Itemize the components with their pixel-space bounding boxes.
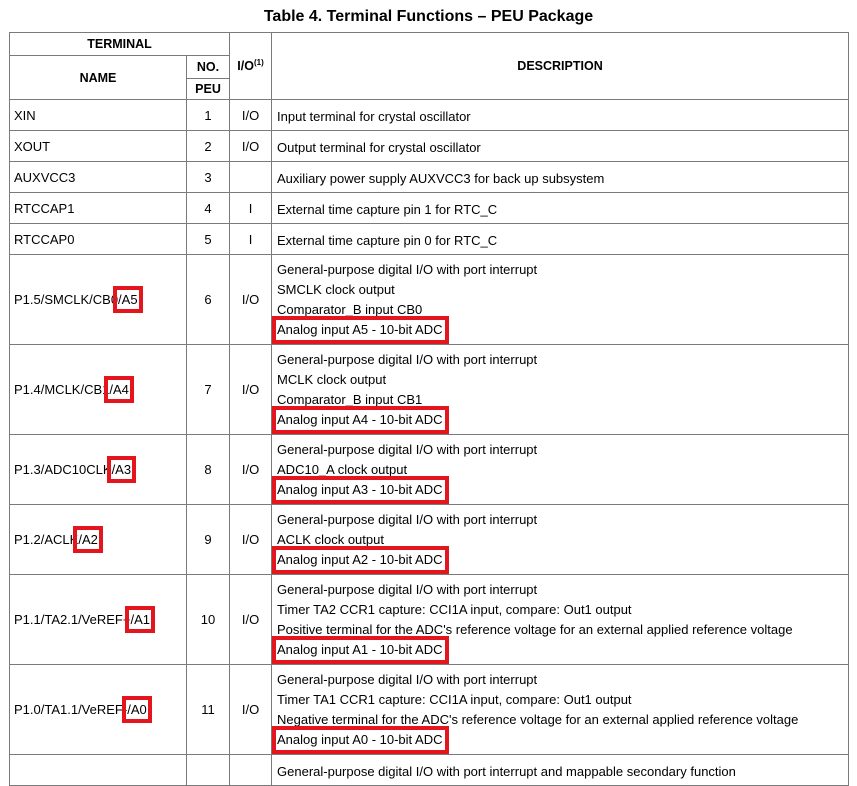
terminal-io: I/O [230, 665, 272, 755]
header-peu: PEU [187, 79, 230, 100]
terminal-io: I/O [230, 255, 272, 345]
terminal-name [10, 100, 187, 131]
terminal-functions-table [9, 32, 849, 786]
analog-channel-highlight: /A0 [127, 702, 147, 717]
highlight-box [73, 526, 103, 553]
description-line: MCLK clock output [277, 372, 387, 387]
analog-input-highlight: Analog input A1 - 10-bit ADC [277, 640, 443, 660]
description-line: Timer TA1 CCR1 capture: CCI1A input, compare: Out1 output [277, 692, 632, 707]
table-title: Table 4. Terminal Functions – PEU Package [263, 8, 594, 25]
terminal-io: I/O [230, 345, 272, 435]
description-line [277, 730, 842, 750]
terminal-description [272, 435, 849, 505]
terminal-io: I [230, 193, 272, 224]
terminal-name [10, 255, 187, 345]
table-row [10, 345, 849, 435]
terminal-name-text: P1.3/ADC10CLK/A3 [14, 462, 131, 477]
table-row [10, 100, 849, 131]
header-no: NO. [187, 56, 230, 79]
terminal-description [272, 193, 849, 224]
description-line: Output terminal for crystal oscillator [277, 140, 481, 155]
description-line: SMCLK clock output [277, 282, 395, 297]
terminal-io: I/O [230, 505, 272, 575]
table-row [10, 162, 849, 193]
terminal-number: 1 [187, 100, 230, 131]
terminal-name-text: XIN [14, 107, 36, 123]
terminal-name-text: RTCCAP1 [14, 200, 75, 216]
terminal-number: 3 [187, 162, 230, 193]
terminal-number [187, 755, 230, 786]
terminal-io: I/O [230, 100, 272, 131]
description-line: General-purpose digital I/O with port interrupt [277, 262, 538, 277]
analog-input-highlight: Analog input A5 - 10-bit ADC [277, 320, 443, 340]
terminal-description [272, 255, 849, 345]
analog-input-highlight: Analog input A3 - 10-bit ADC [277, 480, 443, 500]
terminal-description [272, 345, 849, 435]
table-row [10, 665, 849, 755]
highlight-box [125, 606, 155, 633]
terminal-number: 10 [187, 575, 230, 665]
analog-channel-highlight: /A4 [109, 382, 129, 397]
description-line: ADC10_A clock output [277, 462, 408, 477]
analog-input-highlight: Analog input A4 - 10-bit ADC [277, 410, 443, 430]
terminal-io: I/O [230, 435, 272, 505]
terminal-number: 11 [187, 665, 230, 755]
description-line: General-purpose digital I/O with port interrupt [277, 672, 538, 687]
header-description: DESCRIPTION [272, 33, 849, 100]
terminal-number: 4 [187, 193, 230, 224]
highlight-box [113, 286, 143, 313]
analog-channel-highlight: /A1 [130, 612, 150, 627]
terminal-description [272, 665, 849, 755]
terminal-description [272, 505, 849, 575]
terminal-name [10, 575, 187, 665]
terminal-name-text: P1.0/TA1.1/VeREF-/A0 [14, 702, 147, 717]
terminal-number: 2 [187, 131, 230, 162]
highlight-box [104, 376, 134, 403]
terminal-description [272, 755, 849, 786]
header-name: NAME [10, 56, 187, 100]
terminal-name-text: P1.1/TA2.1/VeREF+/A1 [14, 612, 150, 627]
terminal-description [272, 100, 849, 131]
analog-channel-highlight: /A3 [112, 462, 132, 477]
analog-channel-highlight: /A2 [78, 532, 98, 547]
highlight-box [122, 696, 152, 723]
terminal-number: 7 [187, 345, 230, 435]
header-io: $I/O^{(1)}$ [230, 33, 272, 100]
description-line: General-purpose digital I/O with port interrupt and mappable secondary function [277, 764, 736, 779]
description-line: Comparator_B input CB0 [277, 302, 423, 317]
description-line: Timer TA2 CCR1 capture: CCI1A input, compare: Out1 output [277, 602, 632, 617]
description-line: Auxiliary power supply AUXVCC3 for back up subsystem [277, 171, 605, 186]
analog-channel-highlight: /A5 [118, 292, 138, 307]
description-line: Negative terminal for the ADC's reference voltage for an external applied reference voltage [277, 712, 799, 727]
description-line: General-purpose digital I/O with port interrupt [277, 582, 538, 597]
description-line [277, 320, 842, 340]
header-io-footnote: (1) [253, 58, 264, 68]
terminal-description [272, 575, 849, 665]
description-line: ACLK clock output [277, 532, 384, 547]
description-line: Input terminal for crystal oscillator [277, 109, 471, 124]
terminal-io [230, 755, 272, 786]
analog-input-highlight: Analog input A2 - 10-bit ADC [277, 550, 443, 570]
terminal-name-text: AUXVCC3 [14, 169, 76, 185]
description-line: External time capture pin 0 for RTC_C [277, 233, 498, 248]
terminal-name [10, 224, 187, 255]
description-line [277, 640, 842, 660]
terminal-io: I [230, 224, 272, 255]
terminal-description [272, 162, 849, 193]
terminal-name-text: P1.4/MCLK/CB1/A4 [14, 382, 129, 397]
description-line [277, 410, 842, 430]
table-row [10, 193, 849, 224]
table-row [10, 435, 849, 505]
description-line: General-purpose digital I/O with port interrupt [277, 352, 538, 367]
terminal-name [10, 755, 187, 786]
terminal-description [272, 131, 849, 162]
description-line: Positive terminal for the ADC's reference voltage for an external applied reference voltage [277, 622, 793, 637]
terminal-io [230, 162, 272, 193]
description-line: General-purpose digital I/O with port interrupt [277, 512, 538, 527]
table-row [10, 131, 849, 162]
terminal-name [10, 665, 187, 755]
description-line: External time capture pin 1 for RTC_C [277, 202, 498, 217]
header-terminal: TERMINAL [10, 33, 230, 56]
table-row [10, 255, 849, 345]
terminal-name-text: XOUT [14, 138, 51, 154]
terminal-number: 5 [187, 224, 230, 255]
highlight-box [107, 456, 137, 483]
description-line [277, 550, 842, 570]
terminal-io: I/O [230, 131, 272, 162]
terminal-name-text: P1.2/ACLK/A2 [14, 532, 98, 547]
terminal-name-text: RTCCAP0 [14, 231, 75, 247]
terminal-io: I/O [230, 575, 272, 665]
table-row [10, 575, 849, 665]
analog-input-highlight: Analog input A0 - 10-bit ADC [277, 730, 443, 750]
terminal-description [272, 224, 849, 255]
terminal-number: 6 [187, 255, 230, 345]
description-line: General-purpose digital I/O with port interrupt [277, 442, 538, 457]
terminal-number: 9 [187, 505, 230, 575]
terminal-name [10, 131, 187, 162]
terminal-name [10, 505, 187, 575]
table-row [10, 224, 849, 255]
description-line: Comparator_B input CB1 [277, 392, 423, 407]
table-row [10, 755, 849, 786]
terminal-name [10, 162, 187, 193]
description-line [277, 480, 842, 500]
terminal-name [10, 435, 187, 505]
terminal-number: 8 [187, 435, 230, 505]
table-body [10, 100, 849, 786]
terminal-name-text: P1.5/SMCLK/CB0/A5 [14, 292, 138, 307]
terminal-name [10, 193, 187, 224]
terminal-name [10, 345, 187, 435]
table-row [10, 505, 849, 575]
